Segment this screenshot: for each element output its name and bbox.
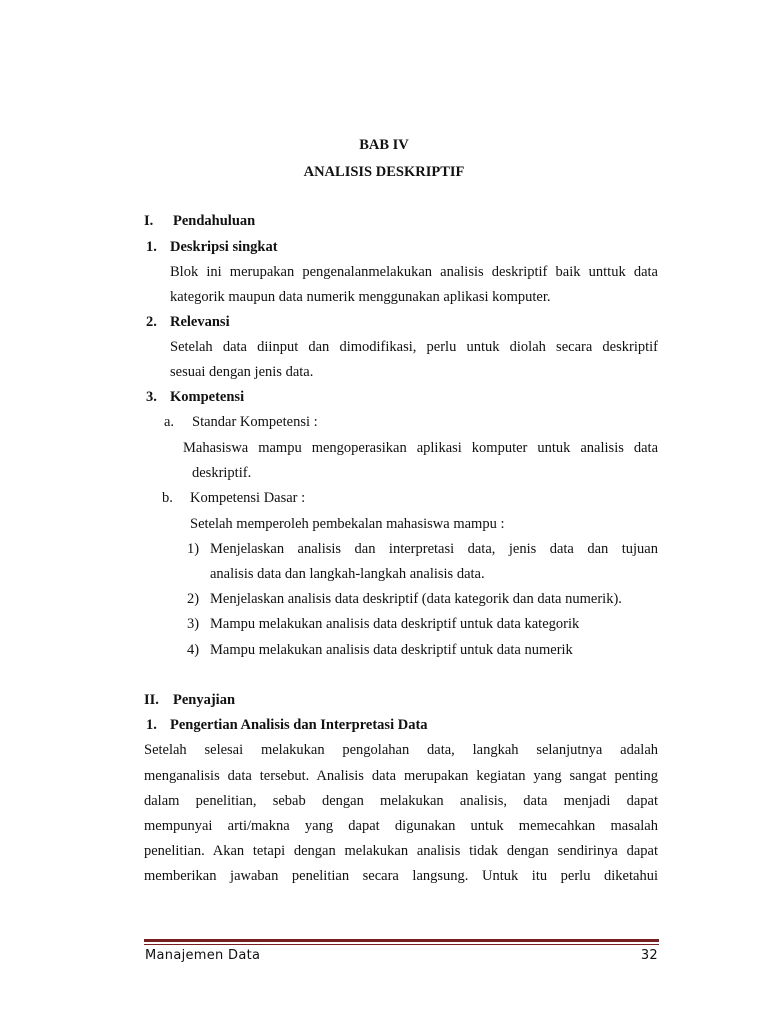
paragraph-line-2: menganalisis data tersebut. Analisis data merupakan kegiatan yang sangat penting	[144, 768, 658, 784]
section-2-title: Penyajian	[173, 692, 236, 708]
subsection-2-line-1: Setelah data diinput dan dimodifikasi, perlu untuk diolah secara deskriptif	[170, 339, 658, 355]
item-b-label: Kompetensi Dasar :	[190, 490, 306, 506]
paragraph-line-4: mempunyai arti/makna yang dapat digunakan untuk memecahkan masalah	[144, 818, 658, 834]
subsection-1-number: 1.	[146, 239, 157, 255]
paragraph-line-1: Setelah selesai melakukan pengolahan data, langkah selanjutnya adalah	[144, 742, 658, 758]
section-2-subsection-1-title: Pengertian Analisis dan Interpretasi Data	[170, 717, 428, 733]
item-a-line-1: Mahasiswa mampu mengoperasikan aplikasi komputer untuk analisis data	[183, 440, 658, 456]
section-1-number: I.	[144, 213, 154, 229]
item-a-marker: a.	[164, 414, 175, 430]
subsection-1-title: Deskripsi singkat	[170, 239, 278, 255]
footer-title: Manajemen Data	[145, 948, 261, 963]
section-2-subsection-1-number: 1.	[146, 717, 157, 733]
competency-1-number: 1)	[187, 541, 200, 557]
subsection-2-number: 2.	[146, 314, 157, 330]
section-2-number: II.	[144, 692, 159, 708]
subsection-1-line-2: kategorik maupun data numerik menggunakan aplikasi komputer.	[170, 289, 551, 305]
subsection-3-title: Kompetensi	[170, 389, 245, 405]
page-number: 32	[640, 948, 658, 963]
item-b-intro: Setelah memperoleh pembekalan mahasiswa mampu :	[190, 516, 505, 532]
competency-3-line-1: Mampu melakukan analisis data deskriptif untuk data kategorik	[210, 616, 580, 632]
chapter-label: BAB IV	[359, 137, 409, 153]
section-1-title: Pendahuluan	[173, 213, 256, 229]
competency-2-number: 2)	[187, 591, 200, 607]
item-b-marker: b.	[162, 490, 173, 506]
item-a-label: Standar Kompetensi :	[192, 414, 318, 430]
paragraph-line-6: memberikan jawaban penelitian secara langsung. Untuk itu perlu diketahui	[144, 868, 658, 884]
competency-3-number: 3)	[187, 616, 200, 632]
competency-2-line-1: Menjelaskan analisis data deskriptif (data kategorik dan data numerik).	[210, 591, 622, 607]
subsection-3-number: 3.	[146, 389, 157, 405]
competency-1-line-1: Menjelaskan analisis dan interpretasi data, jenis data dan tujuan	[210, 541, 658, 557]
footer-rule-thick	[144, 939, 659, 942]
competency-4-number: 4)	[187, 642, 200, 658]
footer-rule-thin	[144, 944, 659, 945]
competency-1-line-2: analisis data dan langkah-langkah analisis data.	[210, 566, 485, 582]
chapter-title: ANALISIS DESKRIPTIF	[303, 164, 465, 180]
paragraph-line-3: dalam penelitian, sebab dengan melakukan analisis, data menjadi dapat	[144, 793, 658, 809]
paragraph-line-5: penelitian. Akan tetapi dengan melakukan analisis tidak dengan sendirinya dapat	[144, 843, 658, 859]
competency-4-line-1: Mampu melakukan analisis data deskriptif untuk data numerik	[210, 642, 573, 658]
subsection-2-line-2: sesuai dengan jenis data.	[170, 364, 314, 380]
subsection-1-line-1: Blok ini merupakan pengenalanmelakukan analisis deskriptif baik unttuk data	[170, 264, 658, 280]
subsection-2-title: Relevansi	[170, 314, 230, 330]
item-a-line-2: deskriptif.	[192, 465, 252, 481]
